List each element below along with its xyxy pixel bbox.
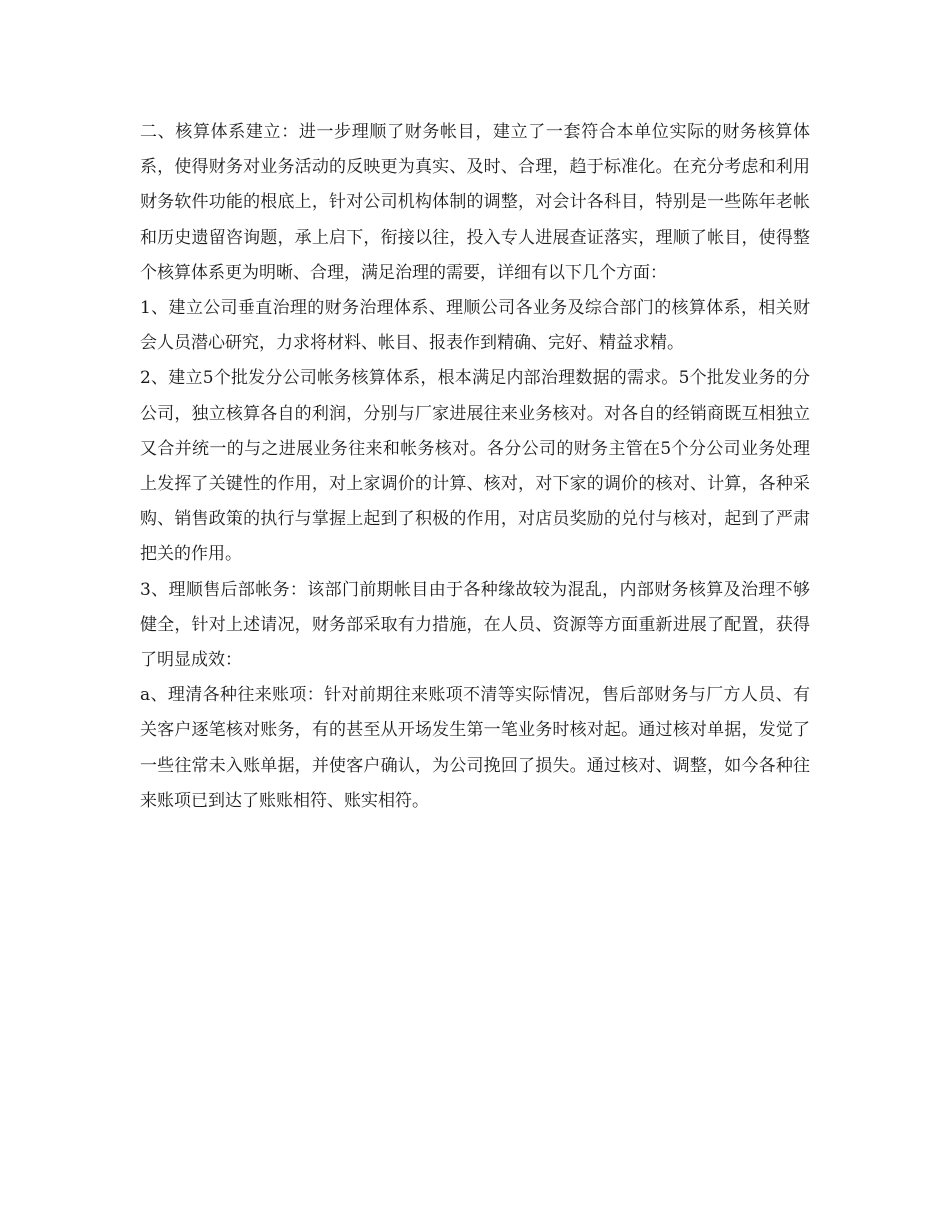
- paragraph-item-2: 2、建立5个批发分公司帐务核算体系，根本满足内部治理数据的需求。5个批发业务的分公司，独立核算各自的利润，分别与厂家进展往来业务核对。对各自的经销商既互相独立又合并统一的与之进展业务往来和帐务核对。各分公司的财务主管在5个分公司业务处理上发挥了关键性的作用，对上家调价的计算、核对，对下家的调价的核对、计算，各种采购、销售政策的执行与掌握上起到了积极的作用，对店员奖励的兑付与核对，起到了严肃把关的作用。: [140, 368, 810, 565]
- paragraph-accounting-system: 二、核算体系建立：进一步理顺了财务帐目，建立了一套符合本单位实际的财务核算体系，使得财务对业务活动的反映更为真实、及时、合理，趋于标准化。在充分考虑和利用财务软件功能的根底上，针对公司机构体制的调整，对会计各科目，特别是一些陈年老帐和历史遗留咨询题，承上启下，衔接以往，投入专人进展查证落实，理顺了帐目，使得整个核算体系更为明晰、合理，满足治理的需要，详细有以下几个方面：: [140, 122, 810, 283]
- paragraph-item-a: a、理清各种往来账项：针对前期往来账项不清等实际情况，售后部财务与厂方人员、有关客户逐笔核对账务，有的甚至从开场发生第一笔业务时核对起。通过核对单据，发觉了一些往常未入账单据，并使客户确认，为公司挽回了损失。通过核对、调整，如今各种往来账项已到达了账账相符、账实相符。: [140, 685, 810, 811]
- paragraph-item-1: 1、建立公司垂直治理的财务治理体系、理顺公司各业务及综合部门的核算体系，相关财会人员潜心研究，力求将材料、帐目、报表作到精确、完好、精益求精。: [140, 298, 810, 354]
- document-body: [140, 115, 810, 819]
- paragraph-item-3: 3、理顺售后部帐务：该部门前期帐目由于各种缘故较为混乱，内部财务核算及治理不够健全，针对上述请况，财务部采取有力措施，在人员、资源等方面重新进展了配置，获得了明显成效：: [140, 579, 810, 671]
